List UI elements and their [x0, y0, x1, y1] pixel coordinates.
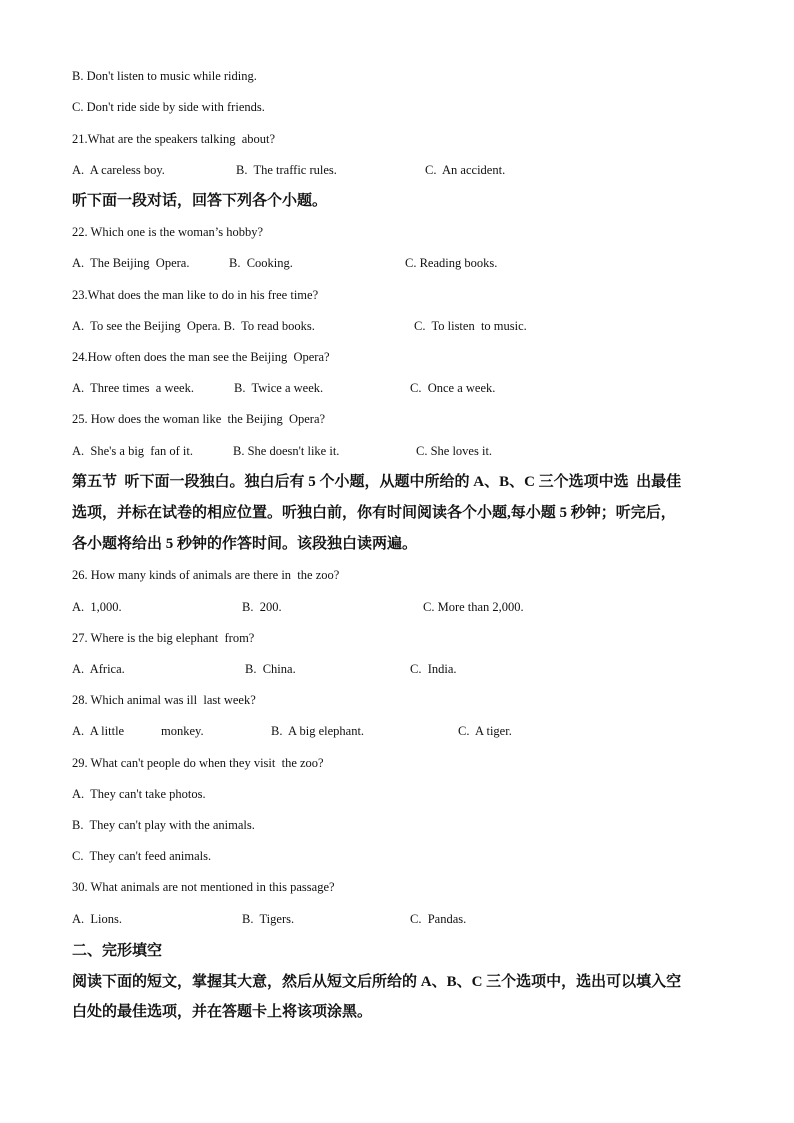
q27-option-b: B. China. — [245, 662, 296, 676]
q28-question: 28. Which animal was ill last week? — [72, 693, 256, 707]
q25-option-b: B. She doesn't like it. — [233, 444, 340, 458]
section5-line3: 各小题将给出 5 秒钟的作答时间。该段独白读两遍。 — [72, 536, 418, 552]
section5-line1: 第五节 听下面一段独白。独白后有 5 个小题，从题中所给的 A、B、C 三个选项中选 出最佳 — [72, 474, 682, 490]
q24-option-a: A. Three times a week. — [72, 381, 194, 395]
part2-line1: 阅读下面的短文，掌握其大意，然后从短文后所给的 A、B、C 三个选项中，选出可以填入空 — [72, 974, 682, 990]
q27-question: 27. Where is the big elephant from? — [72, 631, 255, 645]
q30-question: 30. What animals are not mentioned in this passage? — [72, 880, 335, 894]
q29-option-c: C. They can't feed animals. — [72, 849, 212, 863]
q27-option-a: A. Africa. — [72, 662, 125, 676]
q21-option-c: C. An accident. — [425, 163, 506, 177]
q28-option-b: B. A big elephant. — [271, 724, 365, 738]
q26-option-c: C. More than 2,000. — [423, 600, 524, 614]
q26-option-b: B. 200. — [242, 600, 282, 614]
q30-option-a: A. Lions. — [72, 912, 122, 926]
q30-option-c: C. Pandas. — [410, 912, 467, 926]
q22-option-b: B. Cooking. — [229, 256, 293, 270]
q22-option-a: A. The Beijing Opera. — [72, 256, 190, 270]
q26-option-a: A. 1,000. — [72, 600, 122, 614]
q26-question: 26. How many kinds of animals are there in the zoo? — [72, 568, 340, 582]
q29-option-a: A. They can't take photos. — [72, 787, 206, 801]
q27-option-c: C. India. — [410, 662, 457, 676]
q25-question: 25. How does the woman like the Beijing Opera? — [72, 412, 326, 426]
q25-option-a: A. She's a big fan of it. — [72, 444, 193, 458]
q28-option-a-word: monkey. — [161, 724, 204, 738]
q24-option-b: B. Twice a week. — [234, 381, 324, 395]
q22-question: 22. Which one is the woman’s hobby? — [72, 225, 264, 239]
q29-question: 29. What can't people do when they visit the zoo? — [72, 756, 324, 770]
q23-option-ab: A. To see the Beijing Opera. B. To read books. — [72, 319, 315, 333]
q23-question: 23.What does the man like to do in his free time? — [72, 288, 319, 302]
section5-line2: 选项，并标在试卷的相应位置。听独白前，你有时间阅读各个小题,每小题 5 秒钟；听完后， — [72, 505, 676, 521]
q30-option-b: B. Tigers. — [242, 912, 295, 926]
q22-option-c: C. Reading books. — [405, 256, 498, 270]
q21-question: 21.What are the speakers talking about? — [72, 132, 276, 146]
q29-option-b: B. They can't play with the animals. — [72, 818, 255, 832]
q21-option-a: A. A careless boy. — [72, 163, 165, 177]
q21-option-b: B. The traffic rules. — [236, 163, 337, 177]
q28-option-c: C. A tiger. — [458, 724, 512, 738]
part2-line2: 白处的最佳选项，并在答题卡上将该项涂黑。 — [72, 1004, 373, 1020]
q24-option-c: C. Once a week. — [410, 381, 496, 395]
q20-option-b: B. Don't listen to music while riding. — [72, 69, 257, 83]
q23-option-c: C. To listen to music. — [414, 319, 527, 333]
dialogue-instruction: 听下面一段对话，回答下列各个小题。 — [72, 193, 328, 209]
q28-option-a: A. A little — [72, 724, 125, 738]
q25-option-c: C. She loves it. — [416, 444, 493, 458]
q20-option-c: C. Don't ride side by side with friends. — [72, 100, 265, 114]
q24-question: 24.How often does the man see the Beijing Opera? — [72, 350, 330, 364]
part2-title: 二、完形填空 — [72, 943, 163, 959]
